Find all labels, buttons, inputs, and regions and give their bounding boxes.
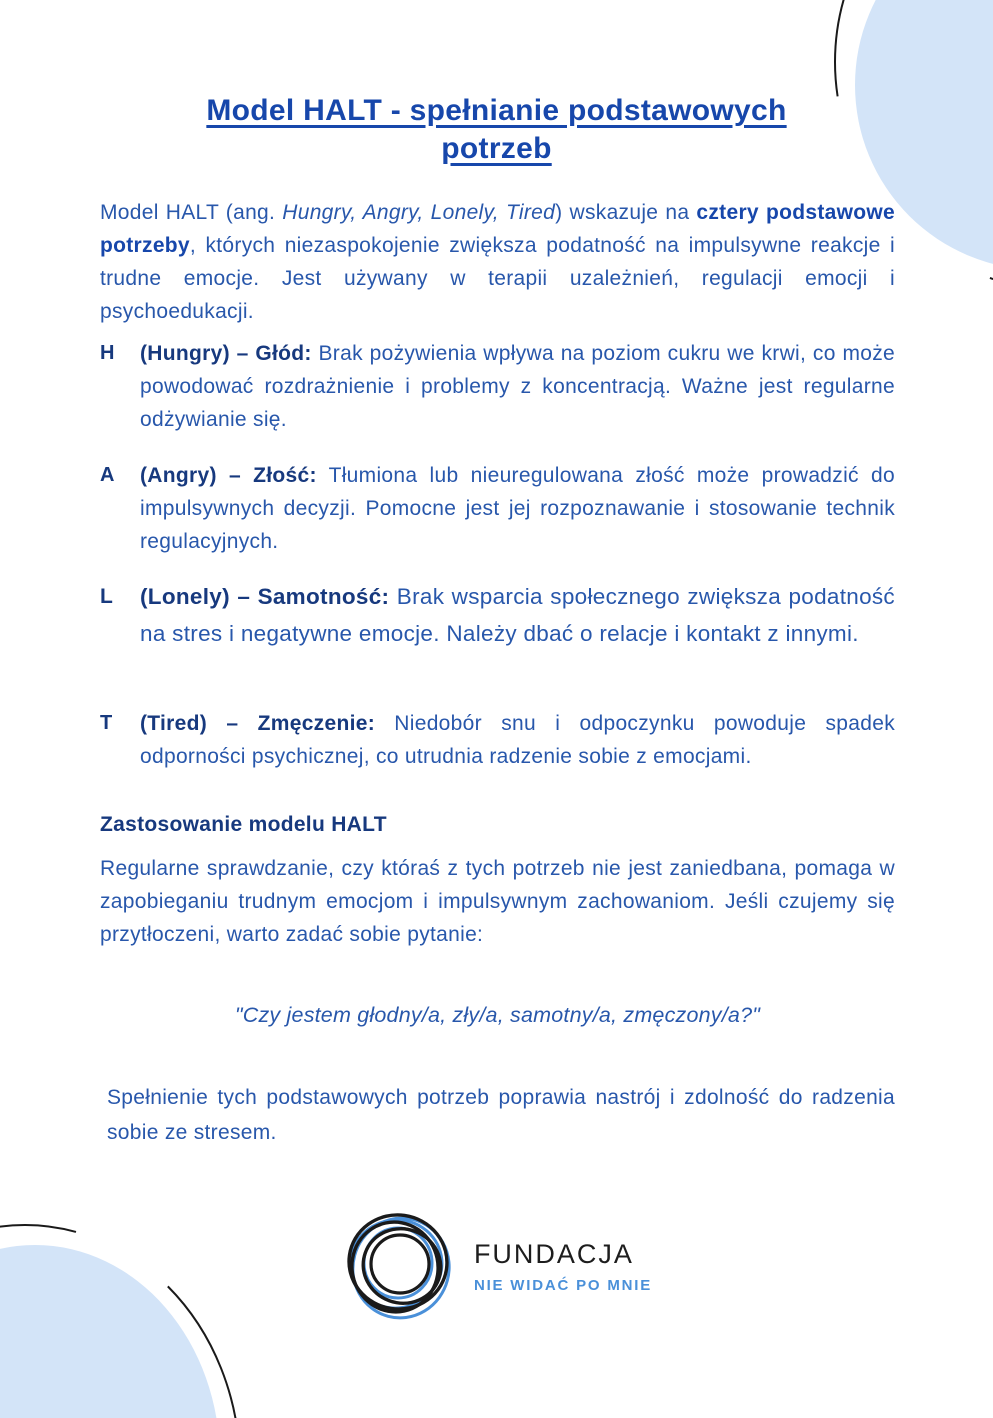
intro-english-terms: Hungry, Angry, Lonely, Tired xyxy=(282,201,556,224)
logo-circles-icon xyxy=(341,1210,456,1322)
halt-letter: A xyxy=(100,464,115,486)
halt-item-angry xyxy=(100,459,895,558)
halt-item-hungry xyxy=(100,337,895,436)
application-heading: Zastosowanie modelu HALT xyxy=(100,813,387,836)
halt-term: (Lonely) – Samotność: xyxy=(140,584,390,609)
page-title-line2: potrzeb xyxy=(441,132,552,165)
halt-description-text: Niedobór snu i odpoczynku powoduje spadek odporności psychicznej, co utrudnia radzenie sobie z emocjami. xyxy=(140,712,896,768)
org-tagline: NIE WIDAĆ PO MNIE xyxy=(473,1276,653,1294)
intro-paragraph xyxy=(100,196,895,328)
halt-description-text: Brak pożywienia wpływa na poziom cukru we krwi, co może powodować rozdrażnienie i problemy z koncentracją. Ważne jest regularne odżywianie się. xyxy=(140,342,895,431)
page-title-line1: Model HALT - spełnianie podstawowych xyxy=(206,94,787,127)
intro-text-rest: , których niezaspokojenie zwiększa podatność na impulsywne reakcje i trudne emocje. Jest używany w terapii uzależnień, regulacji emocji i psychoedukacji. xyxy=(100,234,895,323)
intro-text-mid: ) wskazuje na xyxy=(555,201,697,224)
halt-description xyxy=(140,459,895,558)
halt-description xyxy=(140,578,895,652)
halt-description-text: Brak wsparcia społecznego zwiększa podatność na stres i negatywne emocje. Należy dbać o relacje i kontakt z innymi. xyxy=(140,584,895,646)
halt-description xyxy=(140,337,895,436)
halt-item-tired xyxy=(100,707,895,773)
halt-letter: T xyxy=(100,712,113,734)
halt-letter: H xyxy=(100,342,115,364)
org-name: FUNDACJA xyxy=(473,1238,634,1269)
application-paragraph: Regularne sprawdzanie, czy któraś z tych potrzeb nie jest zaniedbana, pomaga w zapobieganiu trudnym emocjom i impulsywnym zachowaniom. Jeśli czujemy się przytłoczeni, warto zadać sobie pytanie: xyxy=(100,857,895,946)
intro-text-pre: Model HALT (ang. xyxy=(100,201,283,224)
closing-paragraph: Spełnienie tych podstawowych potrzeb poprawia nastrój i zdolność do radzenia sobie ze stresem. xyxy=(107,1086,895,1144)
halt-letter: L xyxy=(100,585,113,608)
halt-question-quote: "Czy jestem głodny/a, zły/a, samotny/a, zmęczony/a?" xyxy=(234,1003,761,1027)
footer-logo xyxy=(0,1210,993,1322)
page-title xyxy=(0,92,993,168)
halt-term: (Tired) – Zmęczenie: xyxy=(140,712,375,735)
halt-term: (Hungry) – Głód: xyxy=(140,342,312,365)
logo-text-block xyxy=(474,1239,652,1294)
halt-description-text: Tłumiona lub nieuregulowana złość może prowadzić do impulsywnych decyzji. Pomocne jest jej rozpoznawanie i stosowanie technik regulacyjnych. xyxy=(140,464,895,553)
halt-item-lonely xyxy=(100,578,895,652)
halt-description xyxy=(140,707,895,773)
intro-bold-phrase: cztery podstawowe potrzeby xyxy=(100,201,895,257)
halt-term: (Angry) – Złość: xyxy=(140,464,317,487)
